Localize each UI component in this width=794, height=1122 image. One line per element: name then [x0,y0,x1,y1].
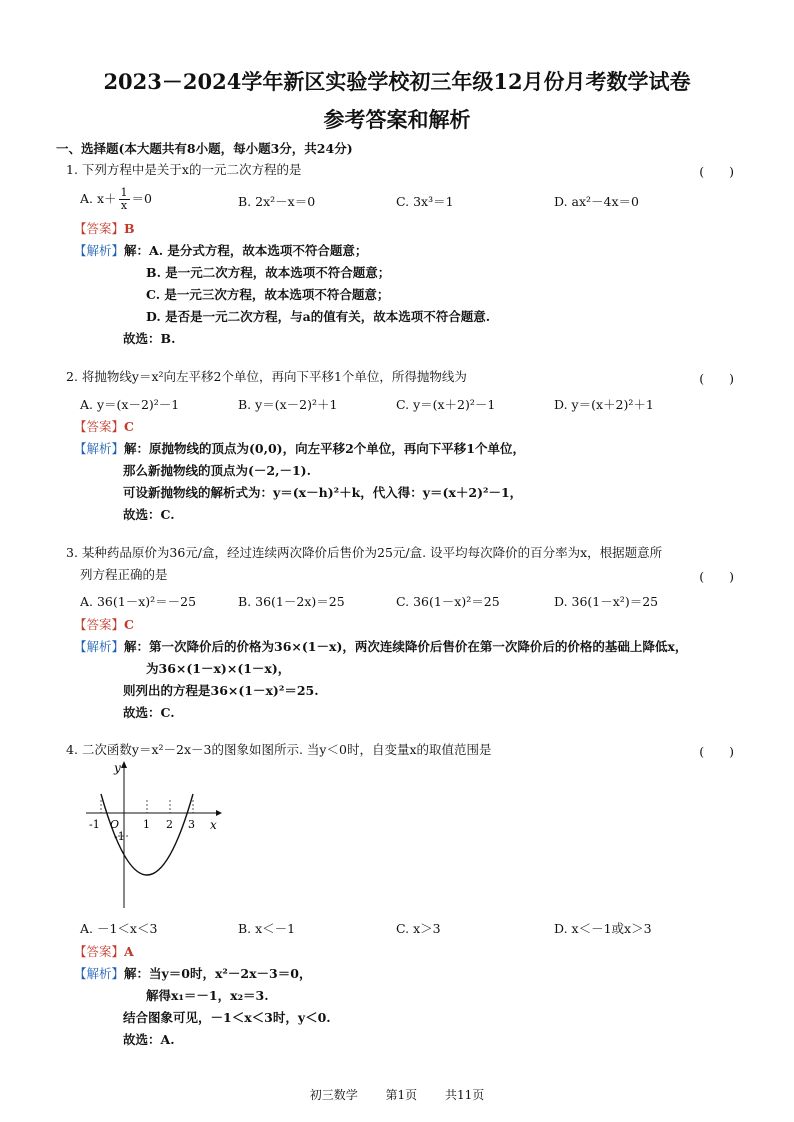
question-3-stem-line-2: 列方程正确的是 [80,567,168,582]
footer-subject: 初三数学 [309,1088,358,1102]
q3-answer: 【答案】C [74,617,134,632]
q4-analysis-line-3: 结合图象可见，－1＜x＜3时，y＜0. [123,1010,331,1025]
tick-label-neg1: -1 [89,818,100,831]
q1-analysis-line-5: 故选：B. [123,331,176,346]
x-axis-arrow [216,810,222,816]
q1-answer: 【答案】B [74,221,135,236]
q1-analysis-line-4: D. 是否是一元二次方程，与a的值有关，故本选项不符合题意. [146,309,491,324]
q1-analysis-line-1: 【解析】解：A. 是分式方程，故本选项不符合题意； [74,243,368,258]
q4-option-d: D. x＜－1或x＞3 [554,921,652,936]
y-axis-arrow [121,761,127,768]
q1-analysis-line-3: C. 是一元三次方程，故本选项不符合题意； [146,287,390,302]
answer-paren: ( ) [699,569,734,584]
question-1-stem: 1. 下列方程中是关于x的一元二次方程的是 [66,162,302,177]
page-footer [0,1086,794,1103]
q3-option-b: B. 36(1－2x)＝25 [238,594,345,609]
q4-option-c: C. x＞3 [396,921,441,936]
q2-option-b: B. y＝(x－2)²＋1 [238,397,338,412]
page-subtitle: 参考答案和解析 [323,107,471,132]
question-3-stem-line-1: 3. 某种药品原价为36元/盒，经过连续两次降价后售价为25元/盒. 设平均每次降价的百分率为x，根据题意所 [66,545,663,560]
q2-analysis-line-2: 那么新抛物线的顶点为(－2,－1). [123,463,311,478]
q4-answer: 【答案】A [74,944,134,959]
q2-option-c: C. y＝(x＋2)²－1 [396,397,496,412]
footer-page: 第1页 [385,1088,418,1102]
tick-label-2: 2 [166,818,173,831]
question-2-stem: 2. 将抛物线y＝x²向左平移2个单位，再向下平移1个单位，所得抛物线为 [66,369,467,384]
q3-analysis-line-4: 故选：C. [123,705,175,720]
section-heading: 一、选择题(本大题共有8小题，每小题3分，共24分) [56,141,353,156]
q2-analysis-line-1: 【解析】解：原抛物线的顶点为(0,0)，向左平移2个单位，再向下平移1个单位， [74,441,525,456]
question-4-stem: 4. 二次函数y＝x²－2x－3的图象如图所示. 当y＜0时，自变量x的取值范围是 [66,742,492,757]
page-title: 2023－2024学年新区实验学校初三年级12月份月考数学试卷 [103,69,691,94]
answer-paren: ( ) [699,164,734,179]
q1-option-b: B. 2x²－x＝0 [238,194,316,209]
q3-option-a: A. 36(1－x)²＝－25 [80,594,197,609]
q1-option-d: D. ax²－4x＝0 [554,194,639,209]
q2-option-a: A. y＝(x－2)²－1 [80,397,180,412]
tick-label-3: 3 [188,818,195,831]
q1-analysis-line-2: B. 是一元二次方程，故本选项不符合题意； [146,265,391,280]
q2-answer: 【答案】C [74,419,134,434]
q4-analysis-line-4: 故选：A. [123,1032,175,1047]
q3-analysis-line-1: 【解析】解：第一次降价后的价格为36×(1－x)，两次连续降价后售价在第一次降价后的价格的基础上降低x， [74,639,688,654]
q1-option-a: A. x＋ $\frac{1}{x}$ ＝0 [80,186,152,212]
answer-paren: ( ) [699,371,734,386]
q4-analysis-line-2: 解得x₁＝－1，x₂＝3. [146,988,269,1003]
q4-option-b: B. x＜－1 [238,921,296,936]
q4-analysis-line-1: 【解析】解：当y＝0时，x²－2x－3＝0， [74,966,312,981]
tick-label-y-neg1: -1 [114,830,125,843]
q4-option-a: A. －1＜x＜3 [80,921,158,936]
x-axis-label: x [210,818,217,832]
footer-total: 共11页 [445,1088,485,1102]
origin-label: O [110,818,120,831]
y-axis-label: y [114,761,121,775]
q3-analysis-line-3: 则列出的方程是36×(1－x)²＝25. [123,683,319,698]
tick-label-1: 1 [143,818,150,831]
q2-analysis-line-4: 故选：C. [123,507,175,522]
q3-option-c: C. 36(1－x)²＝25 [396,594,500,609]
parabola-graph [80,756,230,912]
q3-analysis-line-2: 为36×(1－x)×(1－x)， [146,661,291,676]
answer-paren: ( ) [699,744,734,759]
q2-option-d: D. y＝(x＋2)²＋1 [554,397,654,412]
q2-analysis-line-3: 可设新抛物线的解析式为：y＝(x－h)²＋k，代入得：y＝(x＋2)²－1， [123,485,523,500]
q3-option-d: D. 36(1－x²)＝25 [554,594,659,609]
q1-option-c: C. 3x³＝1 [396,194,454,209]
